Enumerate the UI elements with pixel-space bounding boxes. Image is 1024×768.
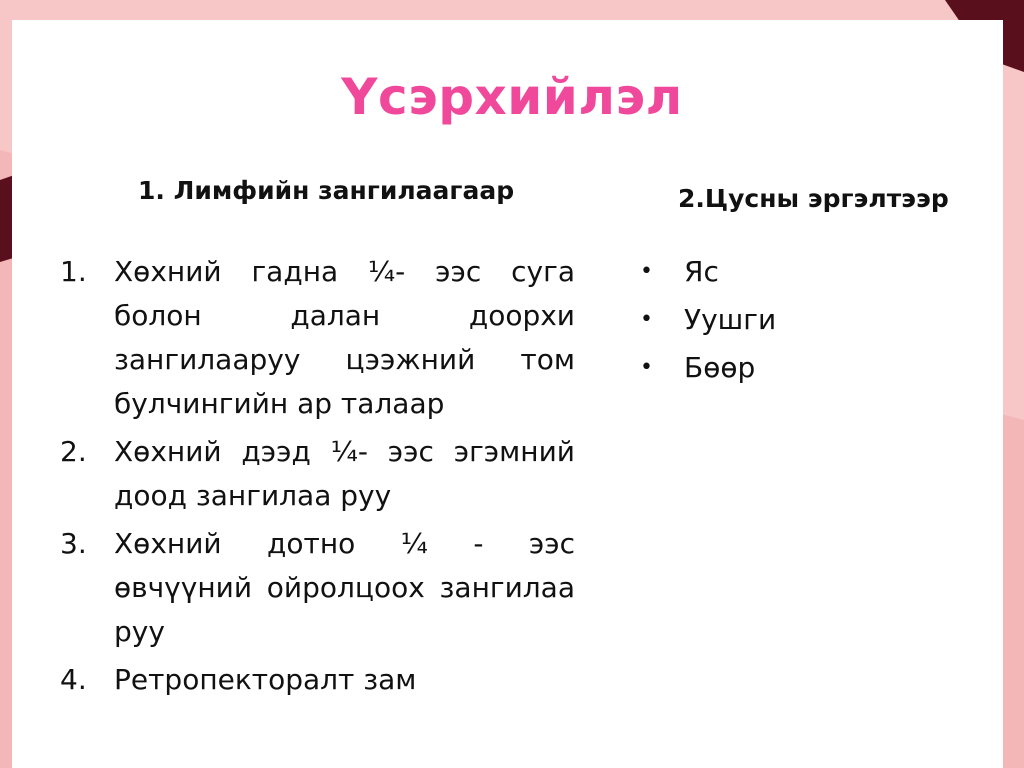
list-item [60, 430, 575, 518]
list-text: Хөхний гадна ¼- ээс суга болон далан доорхи зангилааруу цээжний том булчингийн ар талаар [114, 255, 575, 420]
list-number: 1. [60, 255, 87, 288]
list-text: Ретропекторалт зам [114, 663, 417, 696]
left-column-heading: 1. Лимфийн зангилаагаар [138, 176, 515, 205]
list-item [60, 658, 575, 702]
right-column-heading: 2.Цусны эргэлтээр [678, 184, 949, 213]
numbered-list [60, 250, 575, 706]
list-number: 2. [60, 435, 87, 468]
bullet-text: Уушги [684, 303, 777, 336]
slide-title: Үсэрхийлэл [341, 68, 683, 126]
list-number: 3. [60, 527, 87, 560]
bullet-text: Яс [684, 255, 719, 288]
list-text: Хөхний дотно ¼ - ээс өвчүүний ойролцоох зангилаа руу [114, 527, 575, 648]
list-item [60, 250, 575, 426]
bullet-dot-icon: • [640, 307, 653, 332]
bullet-text: Бөөр [684, 351, 756, 384]
list-number: 4. [60, 663, 87, 696]
bullet-item [640, 344, 776, 392]
bullet-dot-icon: • [640, 259, 653, 284]
bullet-dot-icon: • [640, 355, 653, 380]
list-item [60, 522, 575, 654]
bullet-list [640, 248, 776, 392]
bullet-item [640, 296, 776, 344]
bullet-item [640, 248, 776, 296]
list-text: Хөхний дээд ¼- ээс эгэмний доод зангилаа руу [114, 435, 575, 512]
